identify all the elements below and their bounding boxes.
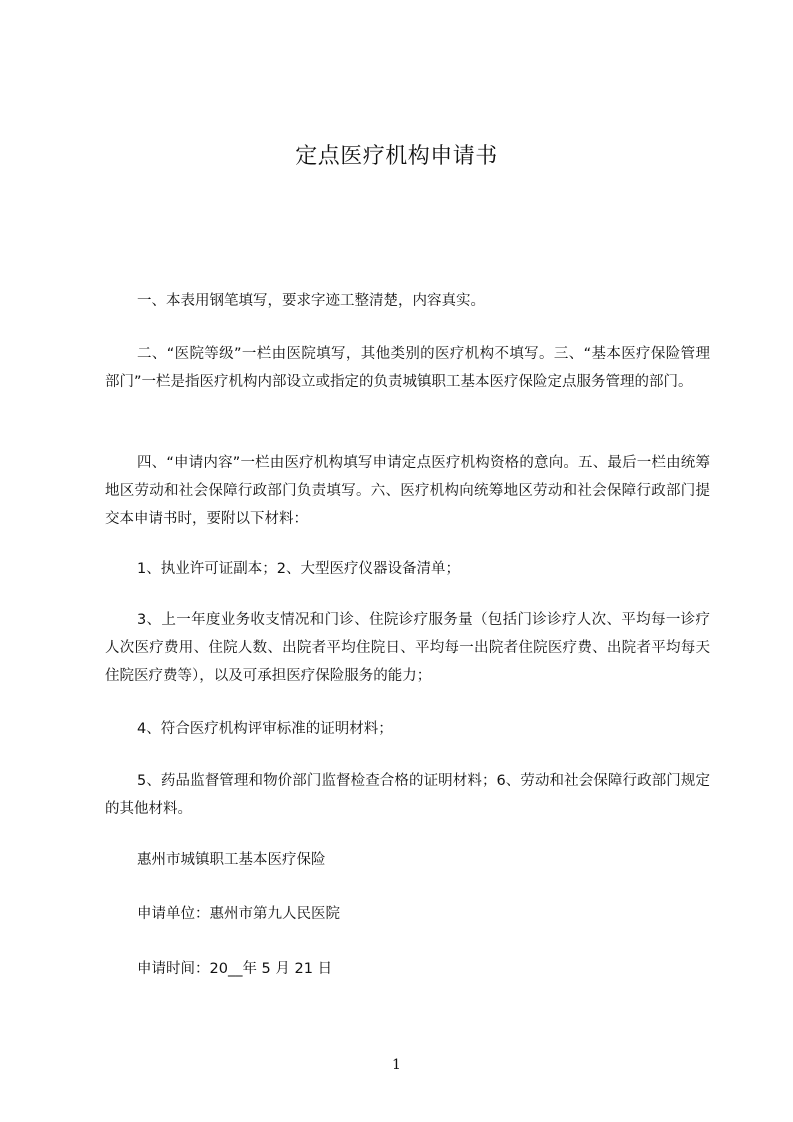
application-date-line: 申请时间：20__年 5 月 21 日 [137,961,333,977]
material-item-3: 3、上一年度业务收支情况和门诊、住院诊疗服务量（包括门诊诊疗人次、平均每一诊疗人次医疗费用、住院人数、出院者平均住院日、平均每一出院者住院医疗费、出院者平均每天住院医疗费等），以及可承担医疗保险服务的能力； [105,612,710,684]
material-item-1-2: 1、执业许可证副本；2、大型医疗仪器设备清单； [137,561,460,577]
document-title: 定点医疗机构申请书 [295,144,498,169]
page-number: 1 [392,1057,401,1073]
insurance-org-line: 惠州市城镇职工基本医疗保险 [137,852,326,868]
material-item-4: 4、符合医疗机构评审标准的证明材料； [137,721,393,737]
material-item-5-6: 5、药品监督管理和物价部门监督检查合格的证明材料；6、劳动和社会保障行政部门规定的其他材料。 [105,773,710,817]
instruction-paragraph-3: 四、“申请内容”一栏由医疗机构填写申请定点医疗机构资格的意向。五、最后一栏由统筹地区劳动和社会保障行政部门负责填写。六、医疗机构向统筹地区劳动和社会保障行政部门提交本申请书时，要附以下材料： [105,455,710,527]
applicant-unit-line: 申请单位：惠州市第九人民医院 [137,906,340,922]
instruction-paragraph-1: 一、本表用钢笔填写，要求字迹工整清楚，内容真实。 [137,293,485,309]
instruction-paragraph-2: 二、“医院等级”一栏由医院填写，其他类别的医疗机构不填写。三、“基本医疗保险管理部门”一栏是指医疗机构内部设立或指定的负责城镇职工基本医疗保险定点服务管理的部门。 [105,346,710,390]
